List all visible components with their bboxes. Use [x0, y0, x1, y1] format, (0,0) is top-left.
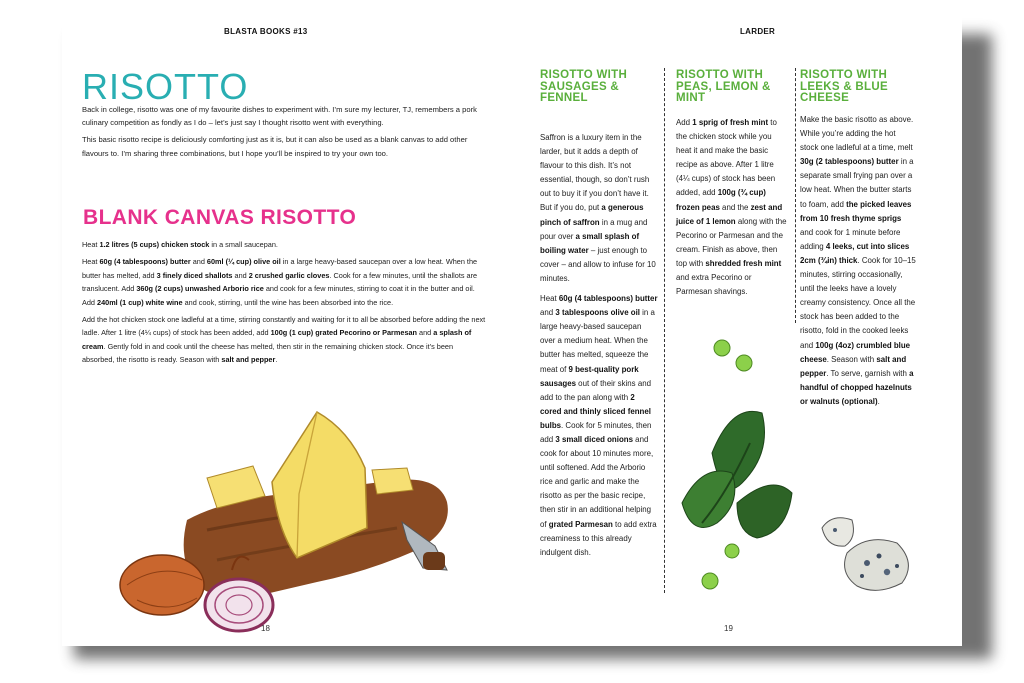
column-text-peas — [676, 116, 788, 305]
method-paragraph: Heat 1.2 litres (5 cups) chicken stock in a small saucepan. — [82, 240, 278, 249]
column-paragraph: Make the basic risotto as above. While you’re adding the hot stock one ladleful at a time, melt 30g (2 tablespoons) butter in a separate small frying pan over a low heat. When the butter starts to foam, add the picked leaves from 10 fresh thyme sprigs and cook for 1 minute before adding 4 leeks, cut into slices 2cm (¾in) thick. Cook for 10–15 minutes, stirring occasionally, until the leeks have a lovely creamy consistency. Once all the stock has been added to the risotto, fold in the cooked leeks and 100g (4oz) crumbled blue cheese. Season with salt and pepper. To serve, garnish with a handful of chopped hazelnuts or walnuts (optional). — [800, 115, 916, 406]
running-head-right: LARDER — [740, 27, 776, 36]
left-page — [62, 18, 512, 646]
column-heading-leeks: RISOTTO WITH LEEKS & BLUE CHEESE — [800, 69, 888, 104]
mint-leaf — [737, 485, 792, 538]
method-paragraph: Add the hot chicken stock one ladleful at a time, stirring constantly and waiting for it to all be absorbed before adding the next ladle. After 1 litre (4¼ cups) of stock has been added, add 100g (1 cup) grated Pecorino or Parmesan and a splash of cream. Gently fold in and cook until the cheese has melted, then stir in the remaining chicken stock. Once it’s been absorbed, the risotto is ready. Season with salt and pepper. — [82, 315, 486, 365]
column-paragraph: Add 1 sprig of fresh mint to the chicken stock while you heat it and make the basic recipe as above. After 1 litre (4¼ cups) of stock has been added, add 100g (¾ cup) frozen peas and the zest and juice of 1 lemon along with the Pecorino or Parmesan and the cream. Finish as above, then top with shredded fresh mint and extra Pecorino or Parmesan shavings. — [676, 118, 787, 297]
intro-paragraph: Back in college, risotto was one of my favourite dishes to experiment with. I’m sure my lecturer, TJ, remembers a pork culinary competition as fondly as I do – let’s just say I thought risotto went with everything. — [82, 105, 477, 128]
blue-cheese-illustration — [817, 508, 927, 598]
page-number-right: 19 — [724, 624, 733, 633]
page-title: RISOTTO — [82, 66, 249, 107]
column-text-sausage — [540, 131, 658, 566]
right-page — [512, 18, 962, 646]
mint-peas-illustration — [662, 333, 807, 593]
recipe-title: BLANK CANVAS RISOTTO — [83, 206, 357, 229]
column-paragraph: Saffron is a luxury item in the larder, but it adds a depth of flavour to this dish. It’s not essential, though, so don’t rush out to buy it if you don’t have it. But if you do, put a generous pinch of saffron in a mug and pour over a small splash of boiling water – just enough to cover – and allow to infuse for 10 minutes. — [540, 133, 656, 283]
column-heading-sausage: RISOTTO WITH SAUSAGES & FENNEL — [540, 69, 628, 104]
method-paragraph: Heat 60g (4 tablespoons) butter and 60ml (¼ cup) olive oil in a large heavy-based saucepan over a low heat. When the butter has melted, add 3 finely diced shallots and 2 crushed garlic cloves. Cook for a few minutes, until the shallots are translucent. Add 360g (2 cups) unwashed Arborio rice and cook for a few minutes, stirring to coat it in the butter and oil. Add 240ml (1 cup) white wine and cook, stirring, until the wine has been absorbed into the rice. — [82, 257, 478, 307]
intro-text — [82, 103, 490, 164]
recipe-method — [82, 238, 487, 371]
intro-paragraph: This basic risotto recipe is deliciously comforting just as it is, but it can also be used as a blank canvas to add other flavours to. I’m sharing three combinations, but I hope you’ll be inspired to try your own too. — [82, 135, 468, 158]
mint-leaf — [682, 471, 735, 528]
running-head-left: BLASTA BOOKS #13 — [224, 27, 308, 36]
column-text-leeks — [800, 113, 916, 415]
column-divider — [795, 68, 796, 323]
cheese-board-illustration — [67, 410, 507, 640]
shallot — [120, 555, 204, 615]
book-spread — [62, 18, 962, 646]
page-number-left: 18 — [261, 624, 270, 633]
column-heading-peas: RISOTTO WITH PEAS, LEMON & MINT — [676, 69, 771, 104]
column-paragraph: Heat 60g (4 tablespoons) butter and 3 tablespoons olive oil in a large heavy-based saucepan over a medium heat. When the butter has melted, squeeze the meat of 9 best-quality pork sausages out of their skins and add to the pan along with 2 cored and thinly sliced fennel bulbs. Cook for 5 minutes, then add 3 small diced onions and cook for about 10 minutes more, until softened. Add the Arborio rice and garlic and make the risotto as per the basic recipe, then stir in an additional helping of grated Parmesan to add extra creaminess to this already indulgent dish. — [540, 294, 658, 557]
